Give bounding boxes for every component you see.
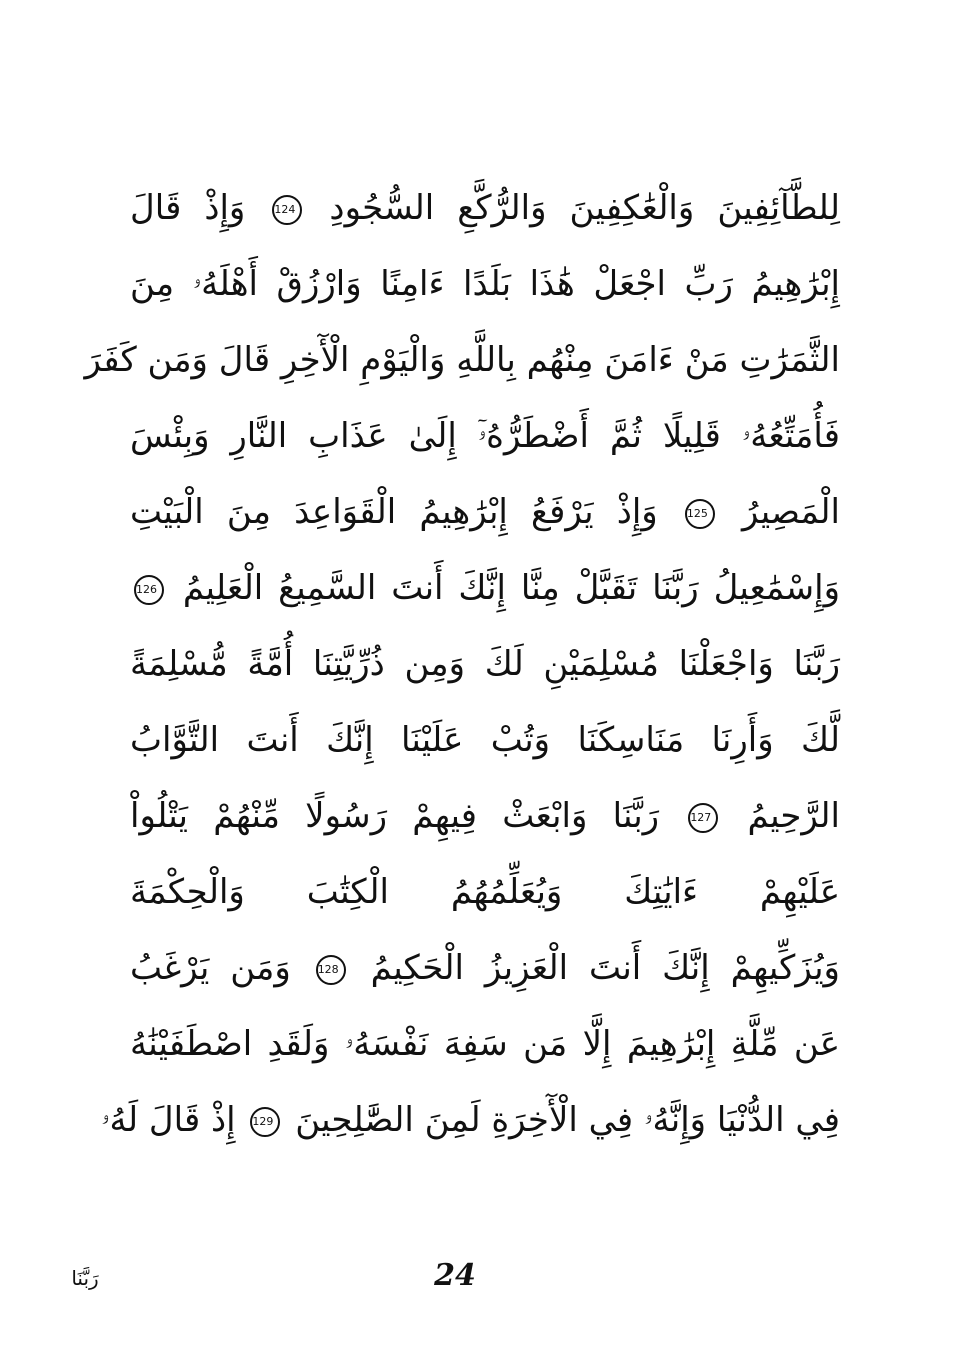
text-line-7: رَبَّنَا وَاجْعَلْنَا مُسْلِمَيْنِ لَكَ وَمِن ذُرِّيَّتِنَا أُمَّةً مُّسْلِمَةً [130,644,840,684]
text-line-5: الْمَصِيرُ 125 وَإِذْ يَرْفَعُ إِبْرَٰهِيمُ الْقَوَاعِدَ مِنَ الْبَيْتِ [130,492,840,532]
text-line-2: إِبْرَٰهِيمُ رَبِّ اجْعَلْ هَٰذَا بَلَدًا ءَامِنًا وَارْزُقْ أَهْلَهُۥ مِنَ [130,264,840,304]
ayah-number-marker: 128 [316,955,346,985]
quran-text-block [84,170,840,1158]
text-line-4: فَأُمَتِّعُهُۥ قَلِيلًا ثُمَّ أَضْطَرُّهُۥٓ إِلَىٰ عَذَابِ النَّارِ وَبِئْسَ [130,416,840,456]
ayah-number-marker: 129 [250,1107,280,1137]
text-line-9: الرَّحِيمُ 127 رَبَّنَا وَابْعَثْ فِيهِمْ رَسُولًا مِّنْهُمْ يَتْلُواْ [130,796,840,836]
catchword: رَبَّنَا [71,1266,99,1290]
ayah-number-marker: 125 [685,499,715,529]
text-line-12: عَن مِّلَّةِ إِبْرَٰهِيمَ إِلَّا مَن سَفِهَ نَفْسَهُۥ وَلَقَدِ اصْطَفَيْنَٰهُ [130,1024,840,1064]
text-line-10: عَلَيْهِمْ ءَايَٰتِكَ وَيُعَلِّمُهُمُ الْكِتَٰبَ وَالْحِكْمَةَ [130,872,840,912]
text-line-11: وَيُزَكِّيهِمْ إِنَّكَ أَنتَ الْعَزِيزُ الْحَكِيمُ 128 وَمَن يَرْغَبُ [130,948,840,988]
ayah-number-marker: 124 [272,195,302,225]
text-line-8: لَّكَ وَأَرِنَا مَنَاسِكَنَا وَتُبْ عَلَيْنَا إِنَّكَ أَنتَ التَّوَّابُ [130,720,840,760]
text-line-6: وَإِسْمَٰعِيلُ رَبَّنَا تَقَبَّلْ مِنَّا إِنَّكَ أَنتَ السَّمِيعُ الْعَلِيمُ 126 [136,568,840,608]
text-line-13: فِي الدُّنْيَا وَإِنَّهُۥ فِي الْأٓخِرَةِ لَمِنَ الصَّٰلِحِينَ 129 إِذْ قَالَ لَهُۥ [100,1100,840,1140]
ayah-number-marker: 126 [134,575,164,605]
text-line-3: الثَّمَرَٰتِ مَنْ ءَامَنَ مِنْهُم بِاللَّهِ وَالْيَوْمِ الْأٓخِرِ قَالَ وَمَن كَفَرَ [84,340,840,380]
ayah-number-marker: 127 [688,803,718,833]
page-number: 24 [434,1258,476,1293]
text-line-1: لِلطَّآئِفِينَ وَالْعَٰكِفِينَ وَالرُّكَّعِ السُّجُودِ 124 وَإِذْ قَالَ [130,188,840,228]
